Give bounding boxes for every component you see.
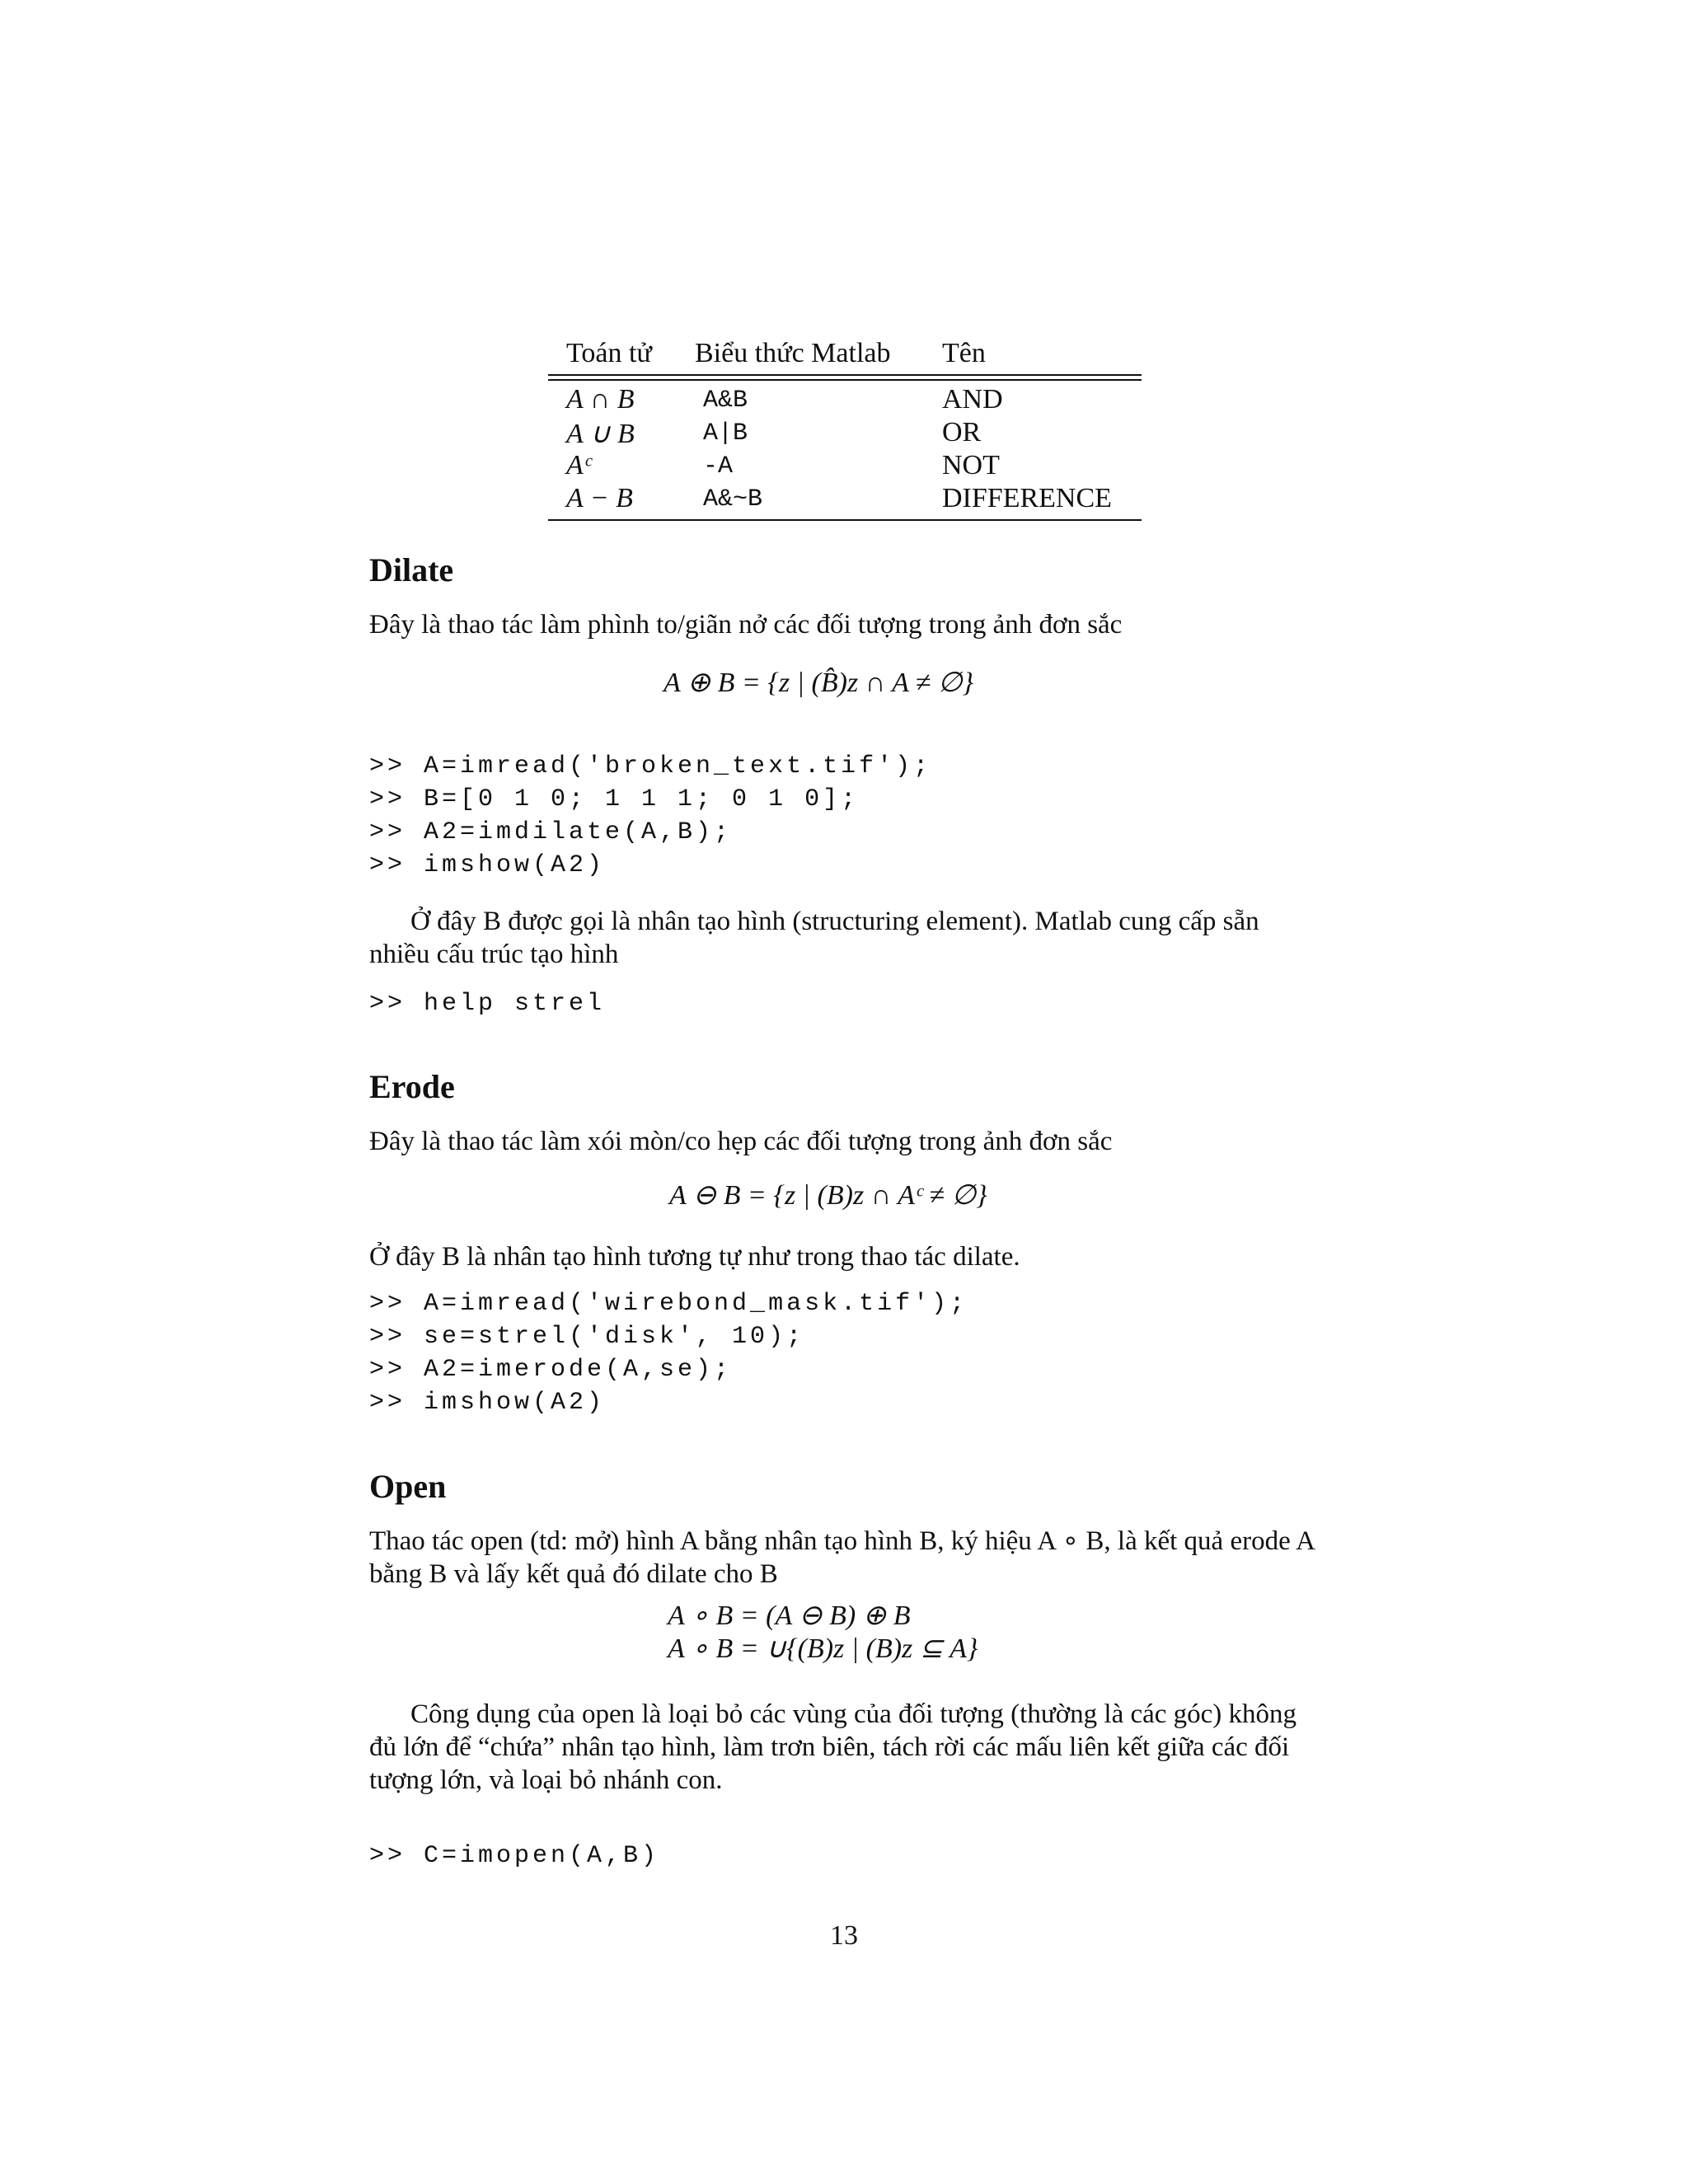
open-intro: Thao tác open (td: mở) hình A bằng nhân tạo hình B, ký hiệu A ∘ B, là kết quả erode A bằng B và lấy kết quả đó dilate cho B xyxy=(369,1526,1315,1589)
table-row xyxy=(548,483,1142,516)
code-line: >> imshow(A2) xyxy=(369,851,606,879)
operator-cell: A − B xyxy=(566,483,633,513)
code-line: >> A2=imdilate(A,B); xyxy=(369,818,733,846)
operator-table xyxy=(548,338,1142,521)
operator-cell: A ∪ B xyxy=(566,419,635,449)
open-note: Công dụng của open là loại bỏ các vùng của đối tượng (thường là các góc) không đủ lớn để “chứa” nhân tạo hình, làm trơn biên, tách rời các mấu liên kết giữa các đối tượng lớn, và loại bỏ nhánh con. xyxy=(369,1699,1297,1795)
header-name: Tên xyxy=(942,338,986,368)
table-row xyxy=(548,450,1142,483)
name-cell: DIFFERENCE xyxy=(942,483,1112,513)
table-row xyxy=(548,384,1142,417)
code-line: >> imshow(A2) xyxy=(369,1389,606,1417)
dilate-note: Ở đây B được gọi là nhân tạo hình (structuring element). Matlab cung cấp sẵn nhiều cấu trúc tạo hình xyxy=(369,907,1259,969)
open-equation-2: A ∘ B = ∪{(B)z | (B)z ⊆ A} xyxy=(668,1633,978,1664)
expression-cell: A&~B xyxy=(703,485,763,513)
code-line: >> A=imread('broken_text.tif'); xyxy=(369,752,932,780)
code-line: >> A2=imerode(A,se); xyxy=(369,1356,733,1384)
header-double-rule xyxy=(548,374,1142,381)
section-heading-open: Open xyxy=(369,1468,447,1505)
code-line: >> A=imread('wirebond_mask.tif'); xyxy=(369,1290,968,1318)
dilate-equation: A ⊕ B = {z | (B̂)z ∩ A ≠ ∅} xyxy=(663,668,974,698)
name-cell: NOT xyxy=(942,450,1000,480)
name-cell: AND xyxy=(942,384,1003,415)
table-header xyxy=(548,338,1142,371)
section-heading-dilate: Dilate xyxy=(369,551,454,588)
dilate-intro: Đây là thao tác làm phình to/giãn nở các đối tượng trong ảnh đơn sắc xyxy=(369,610,1123,640)
dilate-code-help xyxy=(369,987,605,1020)
header-operator: Toán tử xyxy=(566,338,652,368)
expression-cell: -A xyxy=(703,452,734,480)
header-matlab-expression: Biểu thức Matlab xyxy=(695,338,891,368)
open-equation-1: A ∘ B = (A ⊖ B) ⊕ B xyxy=(668,1601,911,1631)
expression-cell: A&B xyxy=(703,387,748,415)
operator-cell: Aᶜ xyxy=(566,450,591,480)
section-heading-erode: Erode xyxy=(369,1068,455,1105)
erode-equation: A ⊖ B = {z | (B)z ∩ Aᶜ ≠ ∅} xyxy=(669,1180,987,1211)
code-line: >> se=strel('disk', 10); xyxy=(369,1323,805,1351)
table-bottom-rule xyxy=(548,519,1142,521)
name-cell: OR xyxy=(942,417,982,448)
operator-cell: A ∩ B xyxy=(566,384,635,415)
code-line: >> help strel xyxy=(369,990,606,1018)
code-line: >> C=imopen(A,B) xyxy=(369,1842,660,1870)
erode-code-block xyxy=(369,1287,968,1419)
open-code-block xyxy=(369,1840,659,1872)
erode-note: Ở đây B là nhân tạo hình tương tự như trong thao tác dilate. xyxy=(369,1242,1020,1272)
erode-intro: Đây là thao tác làm xói mòn/co hẹp các đối tượng trong ảnh đơn sắc xyxy=(369,1127,1113,1156)
page-number: 13 xyxy=(830,1920,858,1951)
dilate-code-block xyxy=(369,750,931,882)
code-line: >> B=[0 1 0; 1 1 1; 0 1 0]; xyxy=(369,785,860,813)
table-row xyxy=(548,417,1142,450)
expression-cell: A|B xyxy=(703,419,748,448)
